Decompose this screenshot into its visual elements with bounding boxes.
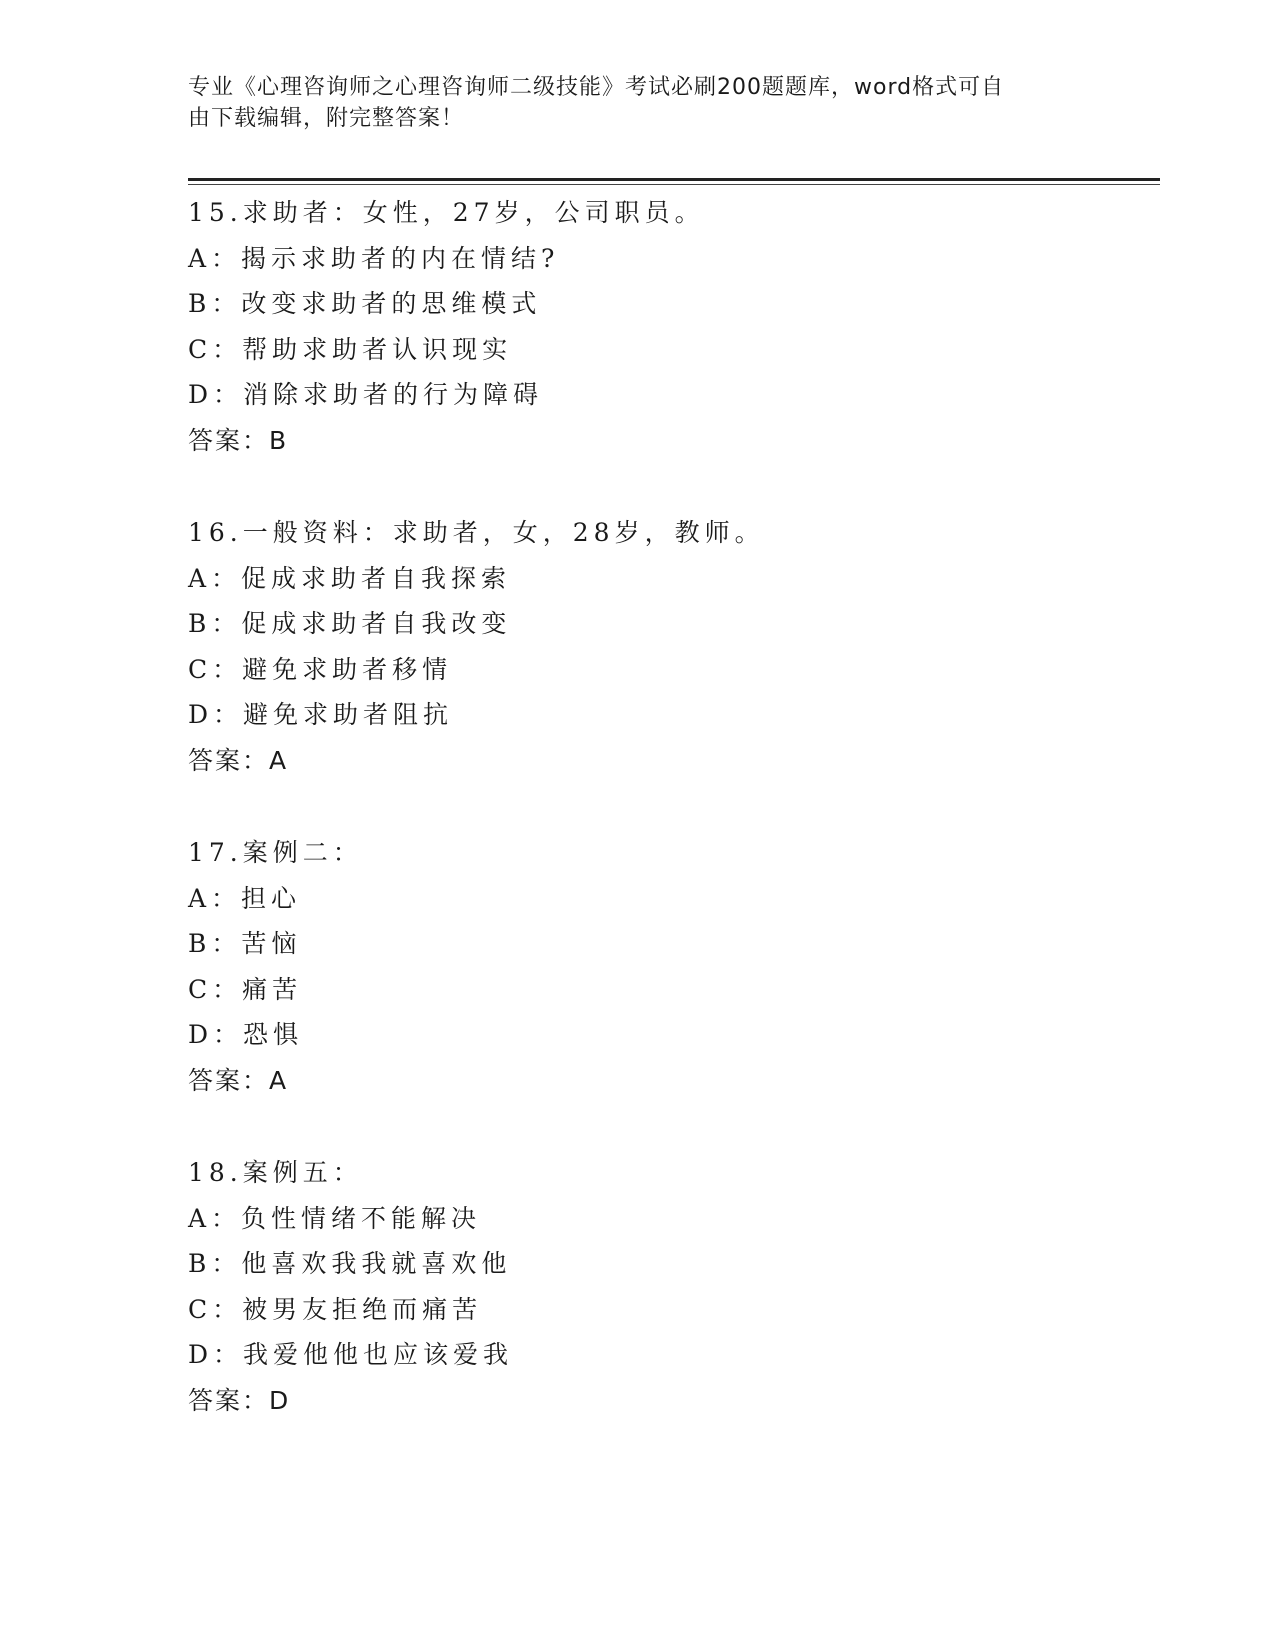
question-stem: 16.一般资料：求助者，女，28岁，教师。 bbox=[188, 518, 765, 547]
option-d: D：我爱他他也应该爱我 bbox=[188, 1340, 514, 1369]
option-a: A：担心 bbox=[188, 883, 302, 913]
option-c: C：帮助求助者认识现实 bbox=[188, 334, 513, 364]
answer-line: 答案：D bbox=[188, 1385, 291, 1415]
option-a: A：揭示求助者的内在情结? bbox=[188, 243, 560, 273]
question-18 bbox=[188, 1150, 1148, 1470]
option-b: B：改变求助者的思维模式 bbox=[188, 289, 542, 318]
option-b: B：促成求助者自我改变 bbox=[188, 609, 512, 638]
question-stem: 17.案例二： bbox=[188, 838, 363, 867]
option-a: A：负性情绪不能解决 bbox=[188, 1203, 482, 1233]
option-d: D：恐惧 bbox=[188, 1020, 304, 1049]
option-b: B：他喜欢我我就喜欢他 bbox=[188, 1249, 512, 1278]
header-line-1: 专业《心理咨询师之心理咨询师二级技能》考试必刷200题题库，word格式可自 bbox=[188, 75, 1005, 100]
option-c: C：被男友拒绝而痛苦 bbox=[188, 1294, 483, 1324]
question-16 bbox=[188, 510, 1148, 830]
header-rule-thick bbox=[188, 178, 1160, 181]
option-d: D：避免求助者阻抗 bbox=[188, 700, 454, 729]
header-rule-thin bbox=[188, 184, 1160, 185]
document-header bbox=[188, 72, 1068, 134]
answer-line: 答案：A bbox=[188, 745, 289, 775]
option-d: D：消除求助者的行为障碍 bbox=[188, 380, 544, 409]
question-15 bbox=[188, 190, 1148, 510]
option-b: B：苦恼 bbox=[188, 929, 302, 958]
answer-line: 答案：B bbox=[188, 425, 289, 455]
question-stem: 18.案例五： bbox=[188, 1158, 363, 1187]
option-c: C：避免求助者移情 bbox=[188, 654, 453, 684]
question-17 bbox=[188, 830, 1148, 1150]
header-line-2: 由下载编辑，附完整答案！ bbox=[188, 106, 465, 131]
question-stem: 15.求助者：女性，27岁，公司职员。 bbox=[188, 198, 705, 227]
option-a: A：促成求助者自我探索 bbox=[188, 563, 512, 593]
answer-line: 答案：A bbox=[188, 1065, 289, 1095]
option-c: C：痛苦 bbox=[188, 974, 303, 1004]
question-list bbox=[188, 190, 1148, 1470]
